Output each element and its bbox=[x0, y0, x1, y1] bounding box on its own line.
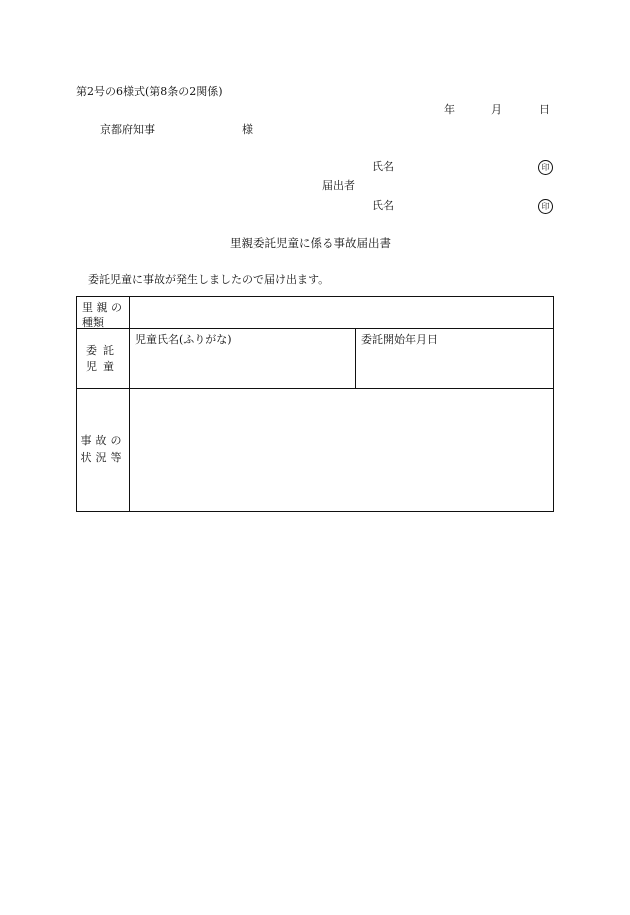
intro-text: 委託児童に事故が発生しましたので届け出ます。 bbox=[88, 273, 330, 286]
name-label-2: 氏名 bbox=[372, 199, 394, 212]
label-line: 種類 bbox=[82, 316, 104, 329]
accident-situation-field[interactable] bbox=[130, 389, 554, 510]
report-form-table bbox=[76, 296, 554, 512]
label-line: 状況等 bbox=[80, 451, 126, 464]
date-year-label: 年 bbox=[444, 103, 455, 116]
seal-icon: 印 bbox=[538, 199, 553, 214]
date-day-label: 日 bbox=[539, 103, 550, 116]
entrustment-start-date-field[interactable] bbox=[356, 349, 554, 387]
child-name-label: 児童氏名(ふりがな) bbox=[135, 333, 232, 346]
label-line: 事故の bbox=[80, 434, 126, 447]
applicant-label: 届出者 bbox=[322, 179, 355, 192]
date-month-label: 月 bbox=[491, 103, 502, 116]
foster-parent-type-label bbox=[82, 300, 126, 330]
entrustment-start-date-label: 委託開始年月日 bbox=[361, 333, 438, 346]
name-label-1: 氏名 bbox=[372, 160, 394, 173]
addressee: 京都府知事 bbox=[100, 123, 155, 136]
entrusted-child-label bbox=[77, 343, 129, 375]
seal-icon: 印 bbox=[538, 160, 553, 175]
label-line: 委託 bbox=[86, 344, 120, 357]
foster-parent-type-field[interactable] bbox=[130, 297, 554, 328]
document-title: 里親委託児童に係る事故届出書 bbox=[230, 236, 391, 250]
honorific: 様 bbox=[242, 123, 253, 136]
accident-situation-label bbox=[77, 432, 129, 466]
label-line: 児童 bbox=[86, 360, 120, 373]
form-number: 第2号の6様式(第8条の2関係) bbox=[76, 85, 223, 98]
row-divider bbox=[77, 328, 553, 329]
child-name-field[interactable] bbox=[130, 349, 354, 387]
label-line: 里 親 の bbox=[82, 301, 122, 314]
